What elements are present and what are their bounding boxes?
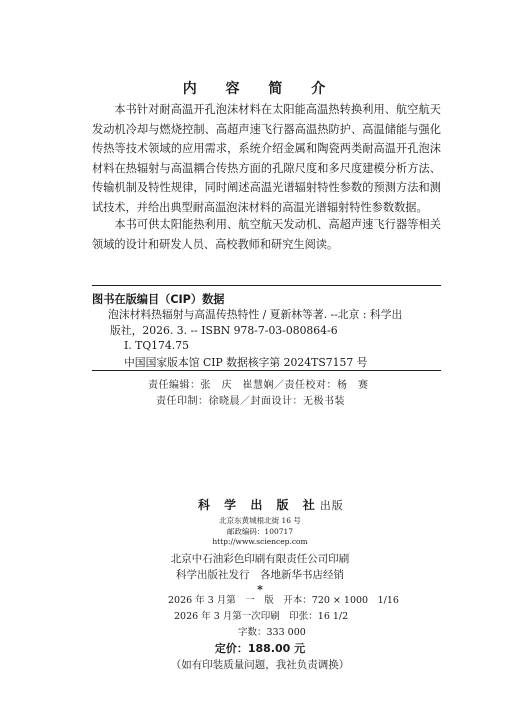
divider-top	[92, 285, 441, 286]
editor-credits: 责任编辑：张 庆 崔慧娴／责任校对：杨 赛	[148, 380, 369, 391]
cip-line-record-number: 中国国家版本馆 CIP 数据核字第 2024TS7157 号	[124, 356, 368, 369]
publisher-address: 北京东黄城根北街 16 号	[219, 516, 301, 525]
intro-text-2: 本书可供太阳能热利用、航空航天发动机、高超声速飞行器等相关领域的设计和研发人员、高校教师和研究生阅读。	[92, 218, 441, 251]
cip-line-classification: Ⅰ. TQ174.75	[124, 339, 189, 352]
production-credits: 责任印制：徐晓晨／封面设计：无极书装	[156, 396, 345, 407]
intro-text-1: 本书针对耐高温开孔泡沫材料在太阳能高温热转换利用、航空航天发动机冷却与燃烧控制、高超声速飞行器高温热防护、高温储能与强化传热等技术领域的应用需求，系统介绍金属和陶瓷两类耐高温开孔泡沫材料在热辐射与高温耦合传热方面的孔隙尺度和多尺度建模分析方法、传输机制及特性规律，同时阐述高温光谱辐射特性参数的预测方法和测试技术，并给出典型耐高温泡沫材料的高温光谱辐射特性参数数据。	[92, 103, 441, 214]
publisher-website: http://www.sciencep.com	[212, 537, 308, 546]
price: 定价：188.00 元	[214, 642, 306, 655]
intro-paragraph-2	[92, 215, 441, 254]
cip-heading: 图书在版编目（CIP）数据	[92, 293, 225, 306]
quality-note: （如有印装质量问题，我社负责调换）	[170, 659, 350, 671]
separator-star: *	[257, 583, 263, 596]
divider-bottom	[92, 370, 441, 371]
publisher-logo	[198, 496, 344, 513]
distribution-line: 科学出版社发行 各地新华书店经销	[176, 569, 344, 581]
word-count-line: 字数：333 000	[238, 627, 306, 638]
printer-line: 北京中石油彩色印刷有限责任公司印刷	[170, 553, 350, 565]
printing-line: 2026 年 3 月第一次印刷 印张：16 1/2	[174, 611, 349, 622]
cip-line-title: 泡沫材料热辐射与高温传热特性 / 夏新林等著. --北京 : 科学出	[108, 308, 403, 321]
intro-paragraph-1	[92, 100, 441, 218]
publisher-zip: 邮政编码：100717	[226, 527, 294, 536]
cip-line-isbn: 版社，2026. 3. -- ISBN 978-7-03-080864-6	[110, 324, 338, 337]
publisher-logo-text: 科 学 出 版 社	[198, 498, 320, 512]
publisher-logo-suffix: 出版	[319, 499, 344, 512]
edition-line: 2026 年 3 月第 一 版 开本：720 × 1000 1/16	[168, 595, 399, 606]
page-title: 内 容 简 介	[182, 81, 338, 97]
